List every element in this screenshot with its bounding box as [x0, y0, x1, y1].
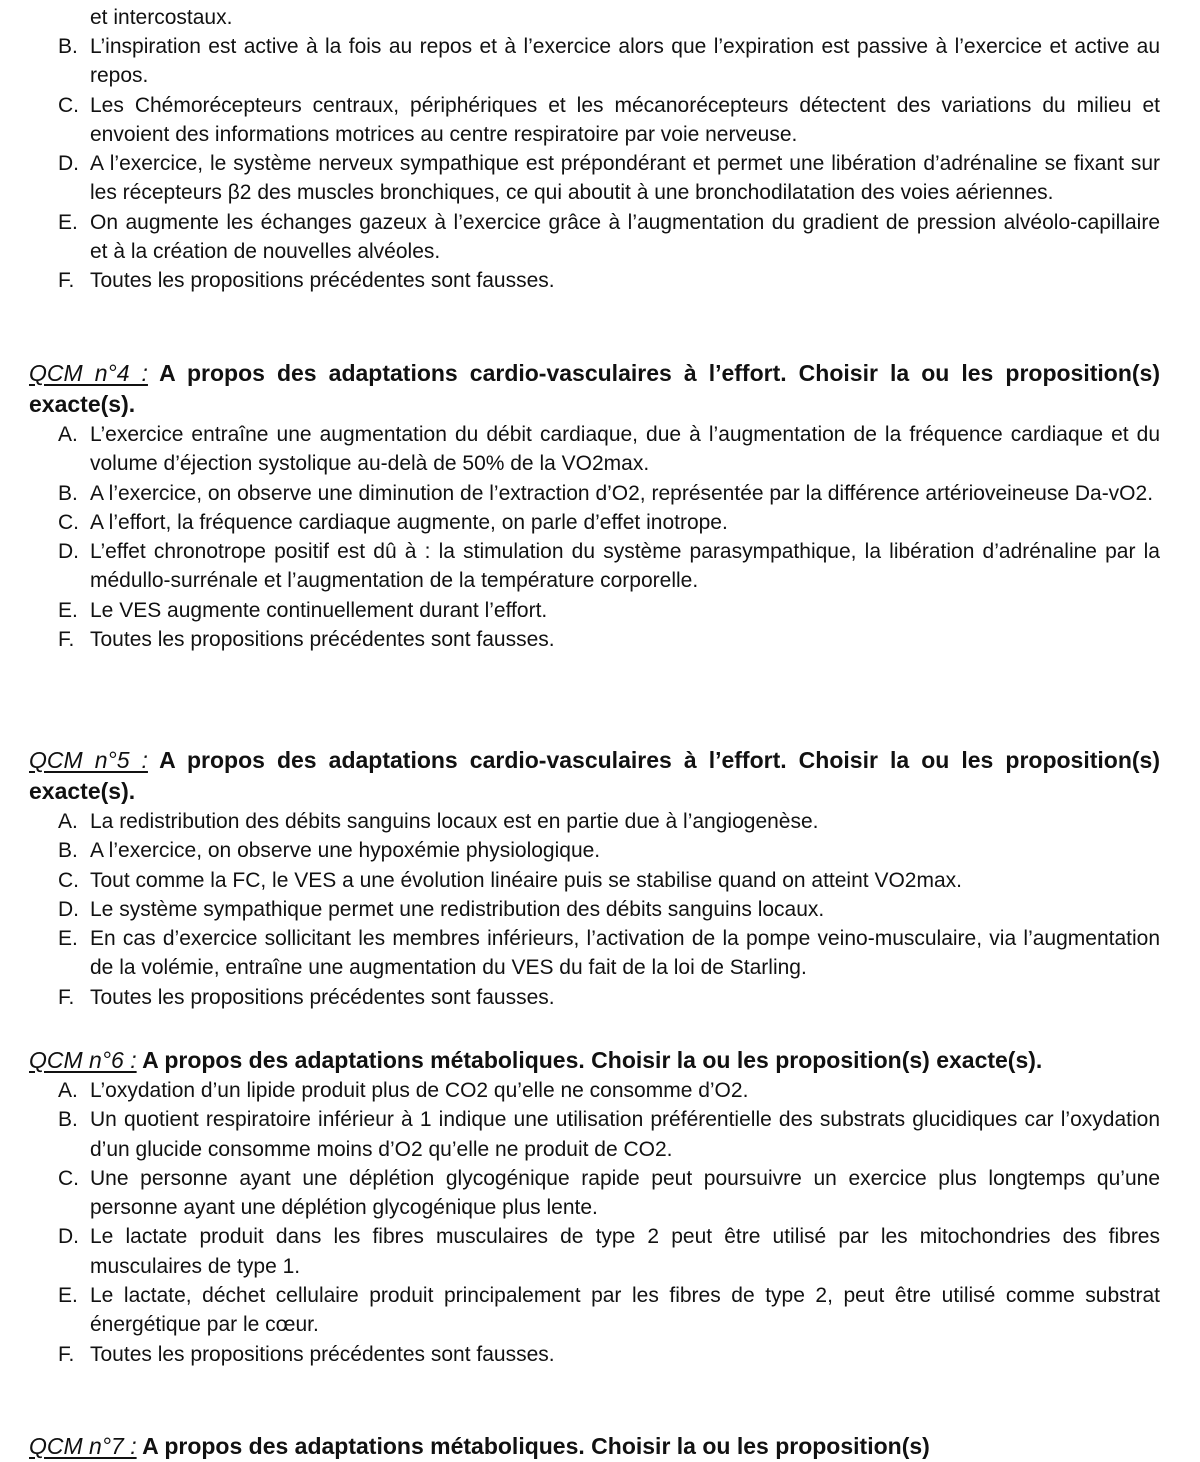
- option-text: Une personne ayant une déplétion glycogénique rapide peut poursuivre un exercice plus longtemps qu’une personne ayant une déplétion glycogénique plus lente.: [90, 1166, 1160, 1220]
- option-text: A l’effort, la fréquence cardiaque augmente, on parle d’effet inotrope.: [90, 510, 728, 534]
- q3-option-f: [0, 266, 1200, 295]
- q3-fragment: [0, 3, 1200, 32]
- option-text: A l’exercice, on observe une diminution de l’extraction d’O2, représentée par la différence artérioveineuse Da-vO2.: [90, 481, 1154, 505]
- question-6: [0, 1045, 1200, 1369]
- option-letter: C.: [58, 510, 79, 534]
- option-text: La redistribution des débits sanguins locaux est en partie due à l’angiogenèse.: [90, 810, 819, 833]
- option-text: A l’exercice, on observe une hypoxémie physiologique.: [90, 839, 601, 863]
- option-letter: F.: [58, 269, 75, 293]
- q6-option-b: [0, 1105, 1200, 1164]
- question-heading: [0, 1045, 1200, 1076]
- option-text: Tout comme la FC, le VES a une évolution linéaire puis se stabilise quand on atteint VO2max.: [90, 868, 962, 892]
- question-prompt: A propos des adaptations cardio-vasculaires à l’effort. Choisir la ou les proposition(s) exacte(s).: [29, 360, 1160, 417]
- option-letter: E.: [58, 1284, 78, 1308]
- q3-option-c: [0, 91, 1200, 150]
- option-text: L’inspiration est active à la fois au repos et à l’exercice alors que l’expiration est passive à l’exercice et active au repos.: [90, 35, 1160, 88]
- option-text: Toutes les propositions précédentes sont fausses.: [90, 1342, 555, 1366]
- q3-options: [0, 32, 1200, 296]
- option-letter: E.: [58, 210, 78, 234]
- option-letter: C.: [58, 1166, 79, 1190]
- option-letter: D.: [58, 897, 79, 921]
- option-text: Le VES augmente continuellement durant l’effort.: [90, 598, 548, 622]
- option-letter: F.: [58, 628, 75, 652]
- q5-option-a: [0, 807, 1200, 836]
- question-prompt: A propos des adaptations métaboliques. Choisir la ou les proposition(s): [142, 1433, 930, 1459]
- q4-option-a: [0, 420, 1200, 479]
- option-text: On augmente les échanges gazeux à l’exercice grâce à l’augmentation du gradient de pression alvéolo-capillaire et à la création de nouvelles alvéoles.: [90, 210, 1160, 264]
- q4-option-e: [0, 596, 1200, 625]
- option-text: Toutes les propositions précédentes sont fausses.: [90, 269, 555, 293]
- option-letter: D.: [58, 1225, 79, 1249]
- option-text: Le système sympathique permet une redistribution des débits sanguins locaux.: [90, 897, 825, 921]
- q3-option-b: [0, 32, 1200, 91]
- q6-option-c: [0, 1164, 1200, 1223]
- option-letter: A.: [58, 423, 78, 446]
- q6-option-d: [0, 1222, 1200, 1281]
- question-7-partial: [0, 1431, 1200, 1459]
- option-text: L’exercice entraîne une augmentation du débit cardiaque, due à l’augmentation de la fréquence cardiaque et du volume d’éjection systolique au-delà de 50% de la VO2max.: [90, 423, 1160, 476]
- option-text: Un quotient respiratoire inférieur à 1 indique une utilisation préférentielle des substrats glucidiques car l’oxydation d’un glucide consomme moins d’O2 qu’elle ne produit de CO2.: [90, 1108, 1160, 1161]
- q4-option-d: [0, 537, 1200, 596]
- option-letter: A.: [58, 810, 78, 833]
- option-letter: B.: [58, 839, 78, 863]
- option-text: L’oxydation d’un lipide produit plus de CO2 qu’elle ne consomme d’O2.: [90, 1079, 749, 1102]
- q5-option-d: [0, 895, 1200, 924]
- question-label: QCM n°7 :: [29, 1433, 137, 1459]
- option-letter: A.: [58, 1079, 78, 1102]
- option-letter: B.: [58, 35, 78, 58]
- question-prompt: A propos des adaptations métaboliques. Choisir la ou les proposition(s) exacte(s).: [142, 1047, 1043, 1073]
- q5-option-c: [0, 866, 1200, 895]
- q4-option-f: [0, 625, 1200, 654]
- q4-option-b: [0, 479, 1200, 508]
- option-text: En cas d’exercice sollicitant les membres inférieurs, l’activation de la pompe veino-musculaire, via l’augmentation de la volémie, entraîne une augmentation du VES du fait de la loi de Starling.: [90, 927, 1160, 980]
- q3-option-a-continuation: et intercostaux.: [90, 6, 233, 29]
- option-text: Le lactate produit dans les fibres musculaires de type 2 peut être utilisé par les mitochondries des fibres musculaires de type 1.: [90, 1225, 1160, 1278]
- option-letter: D.: [58, 152, 79, 176]
- q6-option-f: [0, 1340, 1200, 1369]
- option-letter: E.: [58, 927, 78, 951]
- question-5: [0, 745, 1200, 1012]
- q6-option-e: [0, 1281, 1200, 1340]
- option-text: Toutes les propositions précédentes sont fausses.: [90, 628, 555, 652]
- q5-option-b: [0, 836, 1200, 865]
- question-label: QCM n°4 :: [29, 360, 148, 386]
- q5-option-e: [0, 924, 1200, 983]
- option-text: Le lactate, déchet cellulaire produit principalement par les fibres de type 2, peut être utilisé comme substrat énergétique par le cœur.: [90, 1284, 1160, 1337]
- option-letter: C.: [58, 93, 79, 117]
- option-letter: D.: [58, 540, 79, 564]
- question-heading: [0, 1431, 1200, 1462]
- question-heading: [0, 358, 1200, 420]
- option-letter: E.: [58, 598, 78, 622]
- option-letter: F.: [58, 985, 75, 1009]
- option-text: A l’exercice, le système nerveux sympathique est prépondérant et permet une libération d’adrénaline se fixant sur les récepteurs β2 des muscles bronchiques, ce qui aboutit à une bronchodilatation des voies aériennes.: [90, 152, 1160, 205]
- q5-option-f: [0, 983, 1200, 1012]
- question-label: QCM n°6 :: [29, 1047, 137, 1073]
- option-letter: B.: [58, 481, 78, 505]
- option-text: Les Chémorécepteurs centraux, périphériques et les mécanorécepteurs détectent des variations du milieu et envoient des informations motrices au centre respiratoire par voie nerveuse.: [90, 93, 1160, 146]
- option-letter: B.: [58, 1108, 78, 1132]
- q4-option-c: [0, 508, 1200, 537]
- q3-option-e: [0, 208, 1200, 267]
- question-label: QCM n°5 :: [29, 747, 148, 773]
- question-heading: [0, 745, 1200, 807]
- q3-option-d: [0, 149, 1200, 208]
- option-text: L’effet chronotrope positif est dû à : la stimulation du système parasympathique, la libération d’adrénaline par la médullo-surrénale et l’augmentation de la température corporelle.: [90, 540, 1160, 593]
- q6-option-a: [0, 1076, 1200, 1105]
- option-letter: F.: [58, 1342, 75, 1366]
- question-4: [0, 358, 1200, 654]
- option-letter: C.: [58, 868, 79, 892]
- option-text: Toutes les propositions précédentes sont fausses.: [90, 985, 555, 1009]
- question-prompt: A propos des adaptations cardio-vasculaires à l’effort. Choisir la ou les proposition(s) exacte(s).: [29, 747, 1160, 804]
